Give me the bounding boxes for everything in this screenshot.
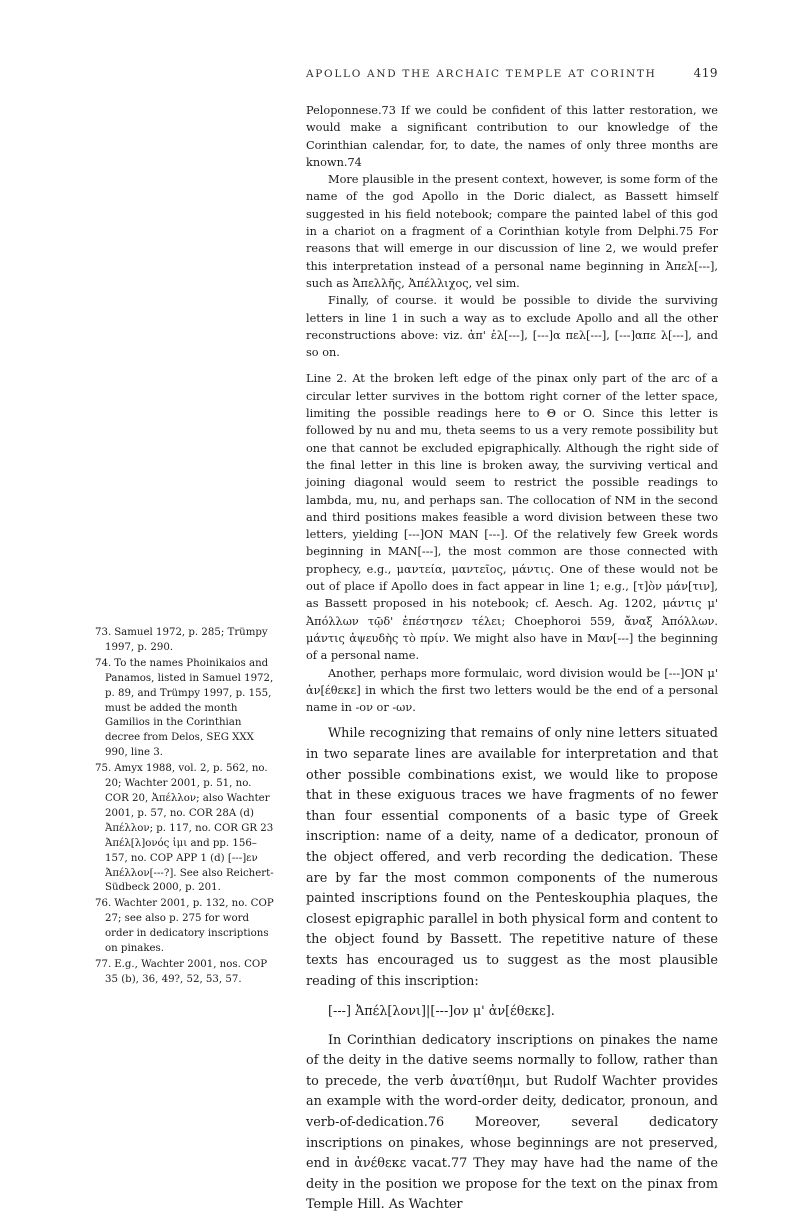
running-title: APOLLO AND THE ARCHAIC TEMPLE AT CORINTH [306, 68, 657, 80]
footnote: 76. Wachter 2001, p. 132, no. COP 27; see also p. 275 for word order in dedicatory inscriptions on pinakes. [95, 898, 274, 955]
main-text-column [306, 102, 718, 1216]
paragraph: While recognizing that remains of only nine letters situated in two separate lines are available for interpretation and that other possible combinations exist, we would like to propose that in these exiguous traces we have fragments of no fewer than four essential components of a basic type of Greek inscription: name of a deity, name of a dedicator, pronoun of the object offered, and verb recording the dedication. These are by far the most common components of the numerous painted inscriptions found on the Penteskouphia plaques, the closest epigraphic parallel in both physical form and content to the object found by Bassett. The repetitive nature of these texts has encouraged us to suggest as the most plausible reading of this inscription: [306, 726, 718, 989]
paragraph: More plausible in the present context, however, is some form of the name of the god Apollo in the Doric dialect, as Bassett himself suggested in his field notebook; compare the painted label of this god in a chariot on a fragment of a Corinthian kotyle from Delphi.75 For reasons that will emerge in our discussion of line 2, we would prefer this interpretation instead of a personal name beginning in Ἀπελ[---], such as Ἀπελλῆς, Ἀπέλλιχος, vel sim. [306, 173, 718, 290]
footnote: 74. To the names Phoinikaios and Panamos, listed in Samuel 1972, p. 89, and Trümpy 1997, p. 155, must be added the month Gamilios in the Corinthian decree from Delos, SEG XXX 990, line 3. [95, 657, 274, 759]
proposed-reading: [---] Ἀπέλ[λονι]|[---]ον μ' ἀν[έθεκε]. [328, 1004, 555, 1020]
paragraph: Finally, of course. it would be possible to divide the surviving letters in line 1 in such a way as to exclude Apollo and all the other reconstructions above: viz. ἀπ' ἐλ[---], [---]α πελ[---], [---]απε λ[---], and so on. [306, 294, 718, 360]
footnote: 77. E.g., Wachter 2001, nos. COP 35 (b), 36, 49?, 52, 53, 57. [95, 958, 268, 985]
paragraph-line-2: Line 2. At the broken left edge of the pinax only part of the arc of a circular letter survives in the bottom right corner of the letter space, limiting the possible readings here to Θ or O. Since this letter is followed by nu and mu, theta seems to us a very remote possibility but one that cannot be excluded epigraphically. Although the right side of the final letter in this line is broken away, the surviving vertical and joining diagonal would seem to restrict the possible readings to lambda, mu, nu, and perhaps san. The collocation of NM in the second and third positions makes feasible a word division between these two letters, yielding [---]ON MAN [---]. Of the relatively few Greek words beginning in MAN[---], the most common are those connected with prophecy, e.g., μαντεία, μαντεῖος, μάντις. One of these would not be out of place if Apollo does in fact appear in line 1; e.g., [τ]ὸν μάν[τιν], as Bassett proposed in his notebook; cf. Aesch. Ag. 1202, μάντις μ' Ἀπόλλων τῷδ' ἐπέστησεν τέλει; Choephoroi 559, ἄναξ Ἀπόλλων. μάντις ἀψευδὴς τὸ πρίν. We might also have in Μαν[---] the beginning of a personal name. [306, 372, 718, 663]
paragraph: Another, perhaps more formulaic, word division would be [---]ON μ' ἀν[έθεκε] in which the first two letters would be the end of a personal name in -ον or -ων. [306, 666, 718, 715]
paragraph: In Corinthian dedicatory inscriptions on pinakes the name of the deity in the dative seems normally to follow, rather than to precede, the verb ἀνατίθημι, but Rudolf Wachter provides an example with the word-order deity, dedicator, pronoun, and verb-of-dedication.76 Moreover, several dedicatory inscriptions on pinakes, whose beginnings are not preserved, end in ἀνέθεκε vacat.77 They may have had the name of the deity in the position we propose for the text on the pinax from Temple Hill. As Wachter [306, 1032, 718, 1213]
running-header [306, 66, 718, 80]
footnote: 73. Samuel 1972, p. 285; Trümpy 1997, p. 290. [95, 627, 268, 653]
footnotes [95, 626, 275, 989]
paragraph: Peloponnese.73 If we could be confident of this latter restoration, we would make a significant contribution to our knowledge of the Corinthian calendar, for, to date, the names of only three months are known.74 [306, 104, 718, 169]
footnote: 75. Amyx 1988, vol. 2, p. 562, no. 20; Wachter 2001, p. 51, no. COR 20, Ἀπέλλον; also Wachter 2001, p. 57, no. COR 28A (d) Ἀπέλλον; p. 117, no. COR GR 23 Ἀπέλ[λ]ονός ἰμι and pp. 156–157, no. COP APP 1 (d) [---]εν Ἀπέλλον[---?]. See also Reichert-Südbeck 2000, p. 201. [95, 763, 274, 894]
page-number: 419 [693, 66, 718, 80]
